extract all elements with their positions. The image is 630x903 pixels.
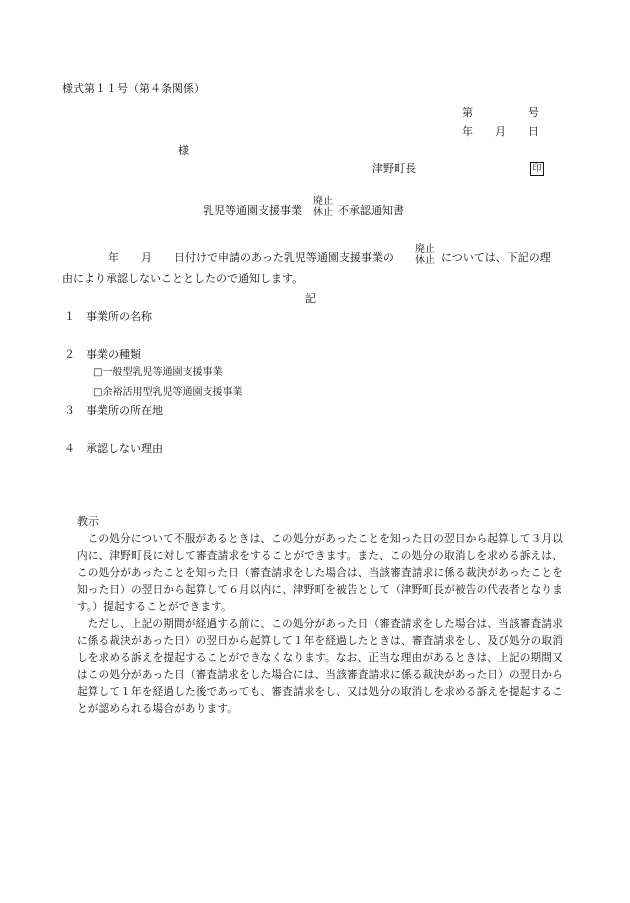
body-line1-prefix: 年 月 日付けで申請のあった乳児等通園支援事業の [108,251,394,264]
item4-number: ４ [64,442,75,455]
item2-label: 事業の種類 [86,348,141,361]
notice-paragraph-2: ただし、上記の期間が経過する前に、この処分があった日（審査請求をした場合は、当該審査請求に係る裁決があった日）の翌日から起算して１年を経過したときは、審査請求をし、及び処分の取消しを求める訴えを提起することができなくなります。なお、正当な理由があるときは、上記の期間又はこの処分があった日（審査請求をした場合には、当該審査請求に係る裁決があった日）の翌日から起算して１年を経過した後であっても、審査請求をし、又は処分の取消しを求める訴えを提起することが認められる場合があります。 [77,618,563,715]
title-option-suspend: 休止 [313,207,333,218]
item1-label: 事業所の名称 [86,310,152,323]
addressee-honorific: 様 [178,144,189,157]
document-date-line: 年 月 日 [462,125,539,138]
notice-paragraph-1: この処分について不服があるときは、この処分があったことを知った日の翌日から起算して３月以内に、津野町長に対して審査請求をすることができます。また、この処分の取消しを求める訴えは、この処分があったことを知った日（審査請求をした場合は、当該審査請求に係る裁決があったことを知った日）の翌日から起算して６月以内に、津野町を被告として（津野町長が被告の代表者となります。）提起することができます。 [77,533,563,613]
form-number-label: 様式第１１号（第４条関係） [62,82,205,95]
body-line1-suffix: については、下記の理 [441,251,551,264]
notice-body [77,531,563,718]
body-line2: 由により承認しないこととしたので通知します。 [62,272,304,285]
type-option-general: □一般型乳児等通園支援事業 [93,367,223,378]
document-title-suffix: 不承認通知書 [338,204,404,217]
item4-label: 承認しない理由 [86,442,163,455]
body-option-suspend: 休止 [415,255,435,266]
body-option-stack [415,244,435,266]
document-number-line: 第 号 [462,106,539,119]
item2-number: ２ [64,348,75,361]
title-option-stack [313,196,333,218]
title-option-abolish: 廃止 [313,196,333,207]
document-title-prefix: 乳児等通園支援事業 [203,204,302,217]
ki-marker: 記 [305,292,316,305]
type-option-surplus: □余裕活用型乳児等通園支援事業 [93,387,243,398]
seal-mark: 印 [530,162,544,176]
issuer-name: 津野町長 [372,162,416,175]
notice-heading: 教示 [77,515,99,528]
item1-number: １ [64,310,75,323]
body-option-abolish: 廃止 [415,244,435,255]
item3-number: ３ [64,404,75,417]
item3-label: 事業所の所在地 [86,404,163,417]
